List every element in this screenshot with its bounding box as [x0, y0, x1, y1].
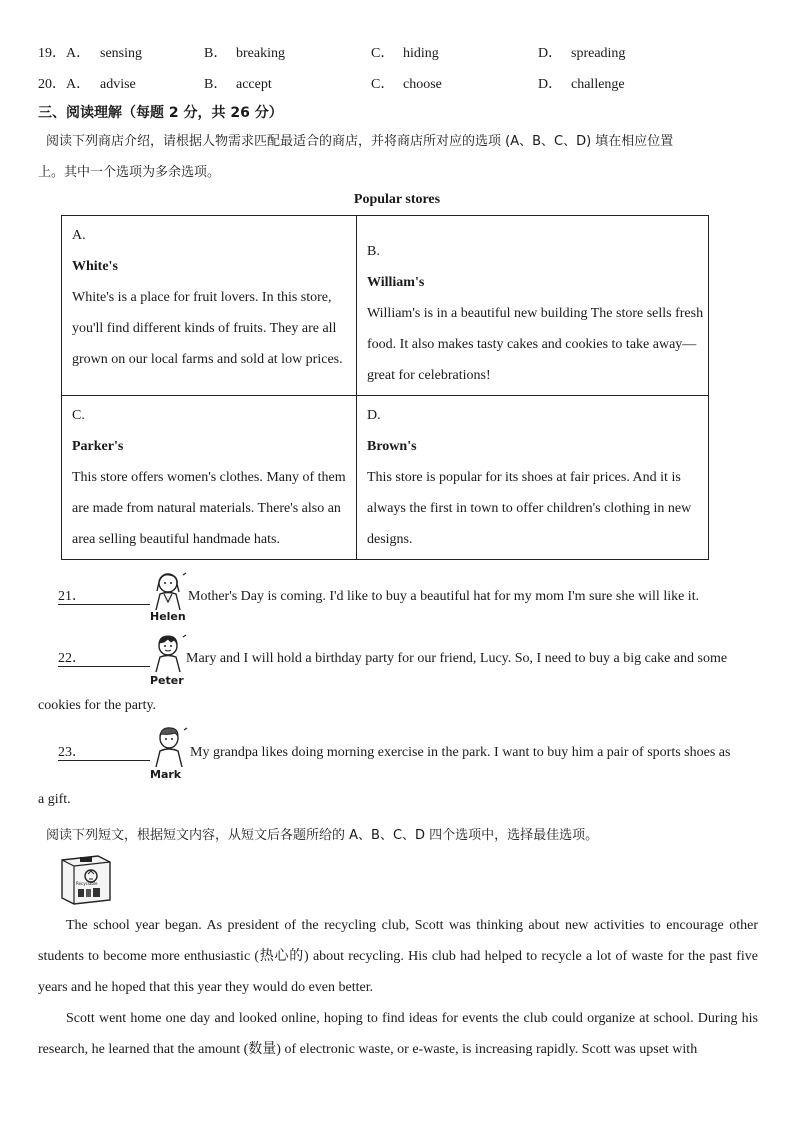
- recycling-bin-label: Recyclable: [76, 881, 98, 886]
- q20-option-a: advise: [100, 77, 136, 92]
- q19-number: 19．A．: [38, 46, 91, 61]
- q21-statement: Mother's Day is coming. I'd like to buy a beautiful hat for my mom I'm sure she will like it.: [188, 589, 700, 604]
- q20-option-c: choose: [403, 77, 442, 92]
- stores-row: [62, 216, 709, 396]
- q23-statement-continued: a gift.: [38, 792, 71, 807]
- q22-number: [58, 652, 150, 667]
- store-cell-c: [62, 396, 357, 560]
- q23-number: [58, 746, 150, 761]
- passage-paragraph-2: Scott went home one day and looked online, hoping to find ideas for events the club could organize at school. During his research, he learned that the amount (数量) of electronic waste, or e-waste, is increasing rapidly. Scott was upset with: [38, 1011, 758, 1057]
- store-d-letter: D.: [367, 408, 381, 423]
- q21-number-text: 21．: [58, 589, 86, 604]
- q20-option-d-label: D．: [538, 77, 563, 92]
- q20-option-d: challenge: [571, 77, 625, 92]
- store-b-description: William's is in a beautiful new building The store sells fresh food. It also makes tasty cakes and cookies to take away—great for celebrations!: [367, 306, 704, 383]
- q19-option-d-label: D．: [538, 46, 563, 61]
- section-3-instruction-line1: 阅读下列商店介绍，请根据人物需求匹配最适合的商店，并将商店所对应的选项 (A、B、C、D) 填在相应位置: [46, 134, 674, 149]
- q21-number: [58, 590, 150, 605]
- store-b-letter: B.: [367, 244, 380, 259]
- q20-number: 20．A．: [38, 77, 91, 92]
- stores-heading: Popular stores: [353, 192, 441, 207]
- q20-option-b-label: B．: [204, 77, 228, 92]
- q19-option-c: hiding: [403, 46, 439, 61]
- recycling-bin-figure: [58, 852, 114, 906]
- q23-number-text: 23．: [58, 745, 86, 760]
- store-cell-d: [357, 396, 709, 560]
- store-b-name: William's: [367, 275, 425, 290]
- peter-icon: [150, 634, 190, 674]
- q19-option-d: spreading: [571, 46, 626, 61]
- question-20-options: [38, 77, 758, 93]
- mark-figure: [150, 726, 190, 784]
- passage-paragraph-1: The school year began. As president of the recycling club, Scott was thinking about new activities to encourage other students to become more enthusiastic (热心的) about recycling. His club had helped to recycle a lot of waste for the past five years and he hoped that this year they would do even better.: [38, 918, 758, 995]
- question-19-options: [38, 46, 758, 62]
- reading-2-instruction: 阅读下列短文，根据短文内容，从短文后各题所给的 A、B、C、D 四个选项中，选择最佳选项。: [46, 828, 599, 843]
- peter-figure: [150, 634, 190, 690]
- q20-option-c-label: C．: [371, 77, 395, 92]
- helen-figure: [150, 572, 190, 624]
- q19-option-a: sensing: [100, 46, 142, 61]
- q20-option-b: accept: [236, 77, 272, 92]
- helen-name: Helen: [150, 610, 186, 623]
- q19-option-b: breaking: [236, 46, 285, 61]
- q22-statement: Mary and I will hold a birthday party for our friend, Lucy. So, I need to buy a big cake and some: [186, 651, 728, 666]
- store-a-letter: A.: [72, 228, 86, 243]
- section-3-instruction-line2: 上。其中一个选项为多余选项。: [38, 165, 221, 180]
- store-c-name: Parker's: [72, 439, 124, 454]
- store-a-name: White's: [72, 259, 118, 274]
- store-c-letter: C.: [72, 408, 85, 423]
- stores-row: [62, 396, 709, 560]
- store-d-name: Brown's: [367, 439, 417, 454]
- mark-name: Mark: [150, 768, 182, 781]
- store-d-description: This store is popular for its shoes at fair prices. And it is always the first in town to offer children's clothing in new designs.: [367, 470, 692, 547]
- recycling-bin-icon: [58, 852, 114, 906]
- q19-option-c-label: C．: [371, 46, 395, 61]
- store-cell-b: [357, 216, 709, 396]
- peter-name: Peter: [150, 674, 184, 687]
- q22-statement-continued: cookies for the party.: [38, 698, 157, 713]
- q23-statement: My grandpa likes doing morning exercise in the park. I want to buy him a pair of sports shoes as: [190, 745, 731, 760]
- q19-option-b-label: B．: [204, 46, 228, 61]
- section-3-title: 三、阅读理解（每题 2 分，共 26 分）: [38, 105, 283, 121]
- store-a-description: White's is a place for fruit lovers. In this store, you'll find different kinds of fruits. They are all grown on our local farms and sold at low prices.: [72, 290, 343, 367]
- stores-table: [61, 215, 709, 560]
- mark-icon: [150, 726, 190, 768]
- store-cell-a: [62, 216, 357, 396]
- q22-number-text: 22．: [58, 651, 86, 666]
- store-c-description: This store offers women's clothes. Many of them are made from natural materials. There's also an area selling beautiful handmade hats.: [72, 470, 346, 547]
- helen-icon: [150, 572, 190, 612]
